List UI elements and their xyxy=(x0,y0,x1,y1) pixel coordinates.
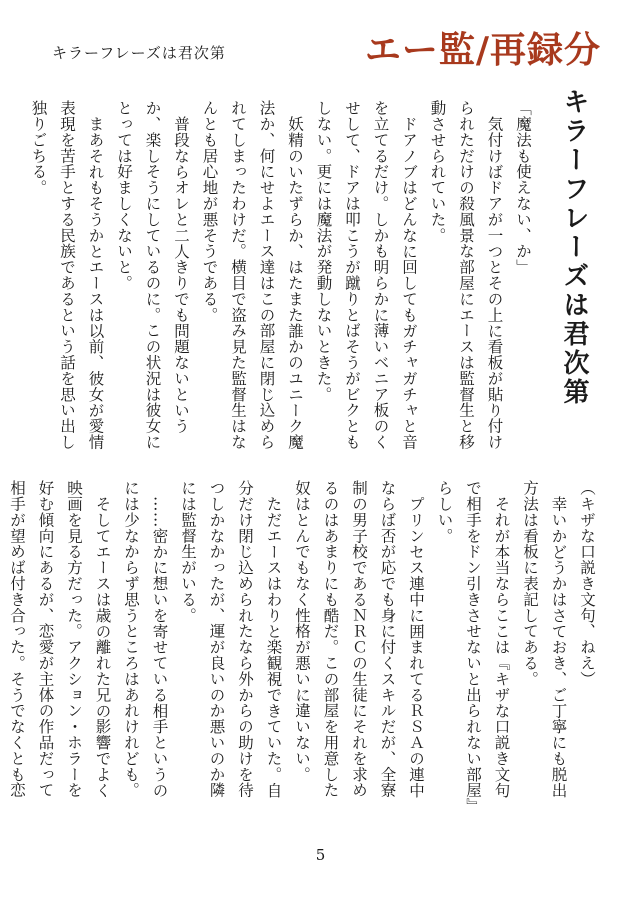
paragraph: 気付けばドアが一つとその上に看板が貼り付けられただけの殺風景な部屋にエースは監督生と移動させられていた。 xyxy=(428,100,504,450)
bottom-text-block xyxy=(8,480,601,810)
page-number: 5 xyxy=(315,846,326,864)
paragraph: ……密かに想いを寄せている相手というのには少なからず思うところはあれけれども。 xyxy=(122,480,169,798)
top-text-block xyxy=(29,100,537,452)
story-title: キラーフレーズは君次第 xyxy=(559,88,589,407)
paragraph: ドアノブはどんなに回してもガチャガチャと音を立てるだけ。しかも明らかに薄いベニア板のくせして、ドアは叩こうが蹴りとばそうがビクともしない。更には魔法が発動しないときた。 xyxy=(314,100,418,450)
paragraph: 普段ならオレと二人きりでも問題ないというか、楽しそうにしているのに。この状況は彼女にとっては好ましくないと。 xyxy=(115,100,190,450)
paragraph: まあそれもそうかとエースは以前、彼女が愛情表現を苦手とする民族であるという話を思い出し独りごちる。 xyxy=(29,100,105,450)
running-header: キラーフレーズは君次第 xyxy=(52,44,226,62)
paragraph: そしてエースは歳の離れた兄の影響でよく映画を見る方だった。アクション・ホラーを好む傾向にあるが、恋愛が主体の作品だって相手が望めば付き合った。そうでなくとも恋 xyxy=(8,480,112,798)
paragraph: それが本当ならここは『キザな口説き文句で相手をドン引きさせないと出られない部屋』らしい。 xyxy=(435,480,511,807)
paragraph: 幸いかどうかはさておき、ご丁寧にも脱出方法は看板に表記してある。 xyxy=(521,480,568,798)
paragraph: 妖精のいたずらか、はたまた誰かのユニーク魔法か、何にせよエース達はこの部屋に閉じ込められてしまったわけだ。横目で盗み見た監督生はなんとも居心地が悪そうである。 xyxy=(200,100,304,450)
paragraph: プリンセス連中に囲まれてるＲＳＡの連中ならば否が応でも身に付くスキルだが、全寮制の男子校であるＮＲＣの生徒にそれを求めるのはあまりにも酷だ。この部屋を用意した奴はとんでもなく性格が悪いに違いない。 xyxy=(293,480,425,798)
series-title: エー監/再録分 xyxy=(364,30,601,71)
paragraph: （キザな口説き文句、ねえ） xyxy=(578,480,596,687)
paragraph: ただエースはわりと楽観視できていた。自分だけ閉じ込められたなら外からの助けを待つしかなかったが、運が良いのか悪いのか隣には監督生がいる。 xyxy=(179,480,283,798)
paragraph: 「魔法も使えない、か」 xyxy=(514,100,532,275)
